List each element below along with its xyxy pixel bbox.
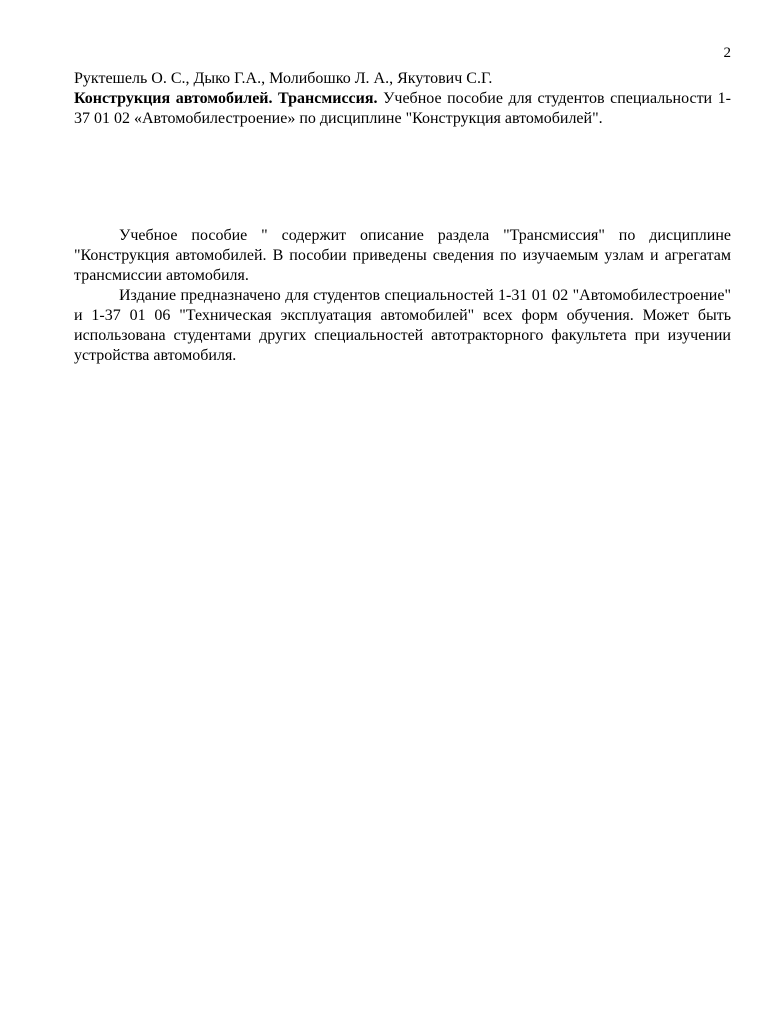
authors-line: Руктешель О. С., Дыко Г.А., Молибошко Л. А., Якутович С.Г.: [74, 70, 493, 87]
title-paragraph: [74, 89, 731, 129]
abstract: [74, 226, 731, 366]
abstract-paragraph-2: Издание предназначено для студентов специальностей 1-31 01 02 "Автомобилестроение" и 1-37 01 06 "Техническая эксплуатация автомобилей" всех форм обучения. Может быть использована студентами других специальностей автотракторного факультета при изучении устройства автомобиля.: [74, 287, 731, 364]
bibliographic-header: [74, 69, 731, 129]
title-description: Учебное пособие для студентов специальности 1-37 01 02 «Автомобилестроение» по дисциплине "Конструкция автомобилей".: [74, 90, 731, 127]
book-title: Конструкция автомобилей. Трансмиссия.: [74, 90, 378, 107]
abstract-paragraph-1: Учебное пособие " содержит описание раздела "Трансмиссия" по дисциплине "Конструкция автомобилей. В пособии приведены сведения по изучаемым узлам и агрегатам трансмиссии автомобиля.: [74, 227, 731, 284]
page-number: 2: [723, 45, 731, 61]
